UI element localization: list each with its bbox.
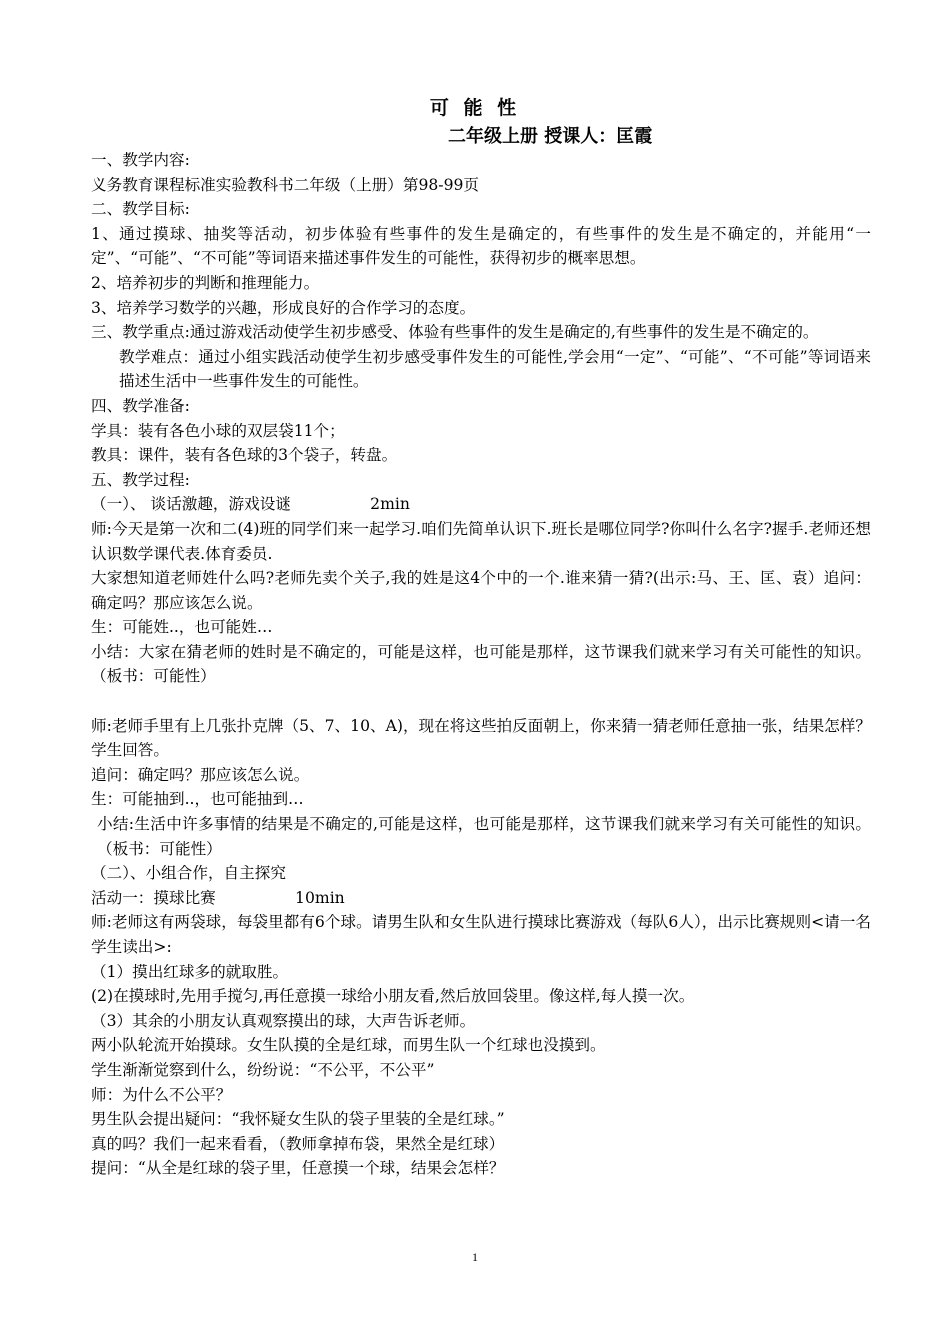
paragraph: 真的吗？我们一起来看看，（教师拿掉布袋，果然全是红球） <box>91 1134 505 1153</box>
paragraph: 大家想知道老师姓什么吗?老师先卖个关子,我的姓是这4个中的一个.谁来猜一猜?(出示:马、王、匡、袁）追问：确定吗？那应该怎么说。 <box>91 569 871 612</box>
rule-item: （3）其余的小朋友认真观察摸出的球，大声告诉老师。 <box>91 1011 476 1030</box>
paragraph: 1、通过摸球、抽奖等活动，初步体验有些事件的发生是确定的，有些事件的发生是不确定的，并能用“一定”、“可能”、“不可能”等词语来描述事件发生的可能性，获得初步的概率思想。 <box>91 224 871 268</box>
rule-item: (2)在摸球时,先用手搅匀,再任意摸一球给小朋友看,然后放回袋里。像这样,每人摸一次。 <box>91 987 695 1006</box>
page-number: 1 <box>472 1250 478 1264</box>
document-body <box>91 148 871 1181</box>
paragraph: 2、培养初步的判断和推理能力。 <box>91 273 320 292</box>
section-heading-content: 一、教学内容: <box>91 151 190 169</box>
blank-line <box>91 689 871 714</box>
paragraph: 教具：课件，装有各色球的3个袋子，转盘。 <box>91 446 398 465</box>
subsection-heading: （二）、小组合作，自主探究 <box>91 864 286 883</box>
paragraph: 师：为什么不公平？ <box>91 1085 232 1104</box>
section-heading-preparation: 四、教学准备: <box>91 396 190 415</box>
paragraph: 师:老师手里有上几张扑克牌（5、7、10、A)，现在将这些拍反面朝上，你来猜一猜老师任意抽一张，结果怎样？学生回答。 <box>91 716 871 760</box>
section-heading-process: 五、教学过程: <box>91 470 190 489</box>
paragraph: 师:今天是第一次和二(4)班的同学们来一起学习.咱们先简单认识下.班长是哪位同学?你叫什么名字?握手.老师还想认识数学课代表.体育委员. <box>91 519 871 563</box>
paragraph: 学生渐渐觉察到什么，纷纷说：“不公平，不公平” <box>91 1060 435 1079</box>
rule-item: （1）摸出红球多的就取胜。 <box>91 962 289 981</box>
paragraph: 3、培养学习数学的兴趣，形成良好的合作学习的态度。 <box>91 298 476 317</box>
section-heading-goals: 二、教学目标: <box>91 200 190 219</box>
paragraph: 追问：确定吗？那应该怎么说。 <box>91 765 310 784</box>
paragraph: 教学难点：通过小组实践活动使学生初步感受事件发生的可能性,学会用“一定”、“可能”、“不可能”等词语来描述生活中一些事件发生的可能性。 <box>119 347 871 391</box>
paragraph: 生：可能抽到..，也可能抽到… <box>91 790 304 809</box>
paragraph: 三、教学重点:通过游戏活动使学生初步感受、体验有些事件的发生是确定的,有些事件的发生是不确定的。 <box>91 323 819 342</box>
paragraph: 学具：装有各色小球的双层袋11个； <box>91 421 345 440</box>
document-title: 可 能 性 <box>429 97 521 119</box>
subsection-heading: （一）、 谈话激趣，游戏设谜 2min <box>91 495 410 514</box>
paragraph: 师:老师这有两袋球，每袋里都有6个球。请男生队和女生队进行摸球比赛游戏（每队6人），出示比赛规则<请一名学生读出>: <box>91 913 871 956</box>
activity-heading: 活动一：摸球比赛 10min <box>91 888 345 907</box>
paragraph: 小结:生活中许多事情的结果是不确定的,可能是这样，也可能是那样，这节课我们就来学习有关可能性的知识。（板书：可能性） <box>97 815 871 858</box>
paragraph: 提问：“从全是红球的袋子里，任意摸一个球，结果会怎样？ <box>91 1159 505 1178</box>
paragraph: 生：可能姓..，也可能姓… <box>91 618 273 637</box>
document-subtitle: 二年级上册 授课人：匡霞 <box>448 126 653 147</box>
paragraph: 两小队轮流开始摸球。女生队摸的全是红球，而男生队一个红球也没摸到。 <box>91 1036 606 1055</box>
paragraph: 义务教育课程标准实验教科书二年级（上册）第98-99页 <box>91 175 480 194</box>
paragraph: 小结：大家在猜老师的姓时是不确定的，可能是这样，也可能是那样，这节课我们就来学习有关可能性的知识。（板书：可能性） <box>91 642 871 686</box>
paragraph: 男生队会提出疑问：“我怀疑女生队的袋子里装的全是红球。” <box>91 1110 505 1129</box>
